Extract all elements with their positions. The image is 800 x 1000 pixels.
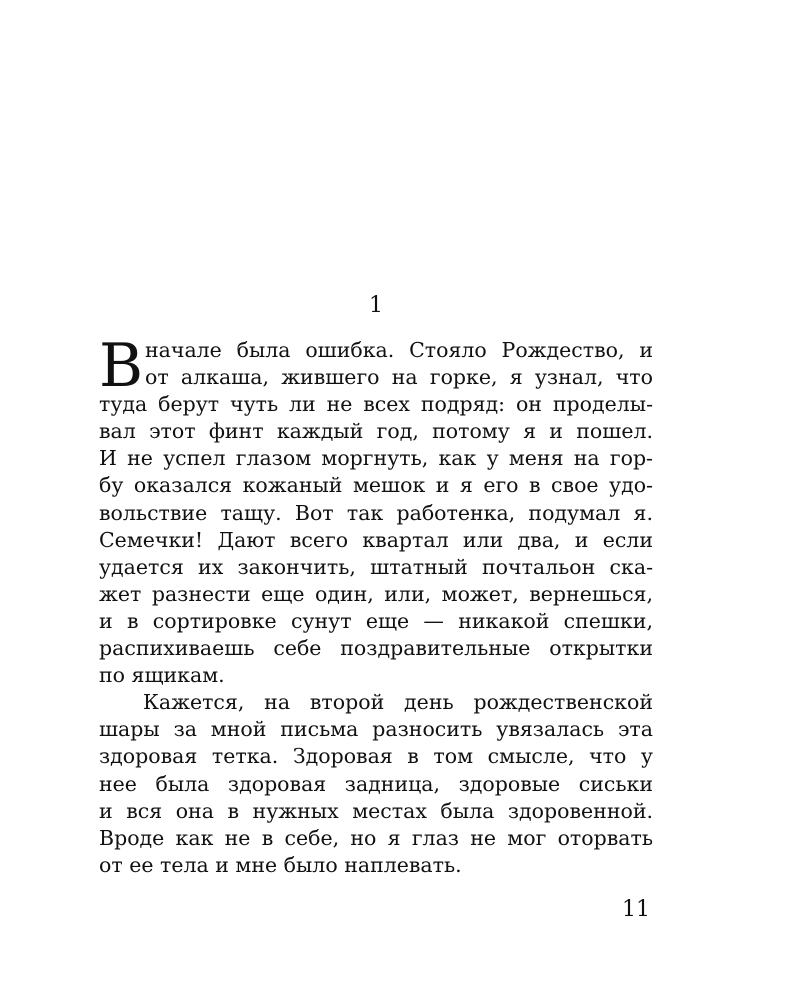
text-line: распихиваешь себе поздравительные открытки [99,636,653,661]
text-line: начале была ошибка. Стояло Рождество, и [145,338,653,362]
text-line: туда берут чуть ли не всех подряд: он проделы- [99,392,653,417]
drop-cap-letter: В [99,331,144,401]
text-line: по ящикам. [99,663,225,688]
text-line: бу оказался кожаный мешок и я его в свое удо- [99,473,653,498]
paragraph-1 [99,331,653,689]
text-line: и в сортировке сунут еще — никакой спешки, [99,608,653,633]
text-line: жет разнести еще один, или, может, вернешься, [99,581,653,606]
text-line: шары за мной письма разносить увязалась эта [99,717,653,742]
text-line: здоровая тетка. Здоровая в том смысле, что у [99,744,653,769]
chapter-number: 1 [369,293,383,318]
chapter-text [99,331,653,879]
text-line: Кажется, на второй день рождественской [143,690,653,715]
text-line: и вся она в нужных местах была здоровенной. [99,798,653,823]
text-line: Семечки! Дают всего квартал или два, и если [99,527,653,552]
text-line: И не успел глазом моргнуть, как у меня на гор- [99,446,653,471]
text-line: нее была здоровая задница, здоровые сиськи [99,771,653,796]
text-line: Вроде как не в себе, но я глаз не мог оторвать [99,825,653,850]
text-line: удается их закончить, штатный почтальон ска- [99,554,653,579]
page-number: 11 [622,897,650,922]
text-line: от алкаша, жившего на горке, я узнал, что [145,365,653,390]
text-line: от ее тела и мне было наплевать. [99,852,462,877]
text-line: вольствие тащу. Вот так работенка, подумал я. [99,500,653,525]
text-line: вал этот финт каждый год, потому я и пошел. [99,419,653,444]
paragraph-2 [99,689,653,879]
